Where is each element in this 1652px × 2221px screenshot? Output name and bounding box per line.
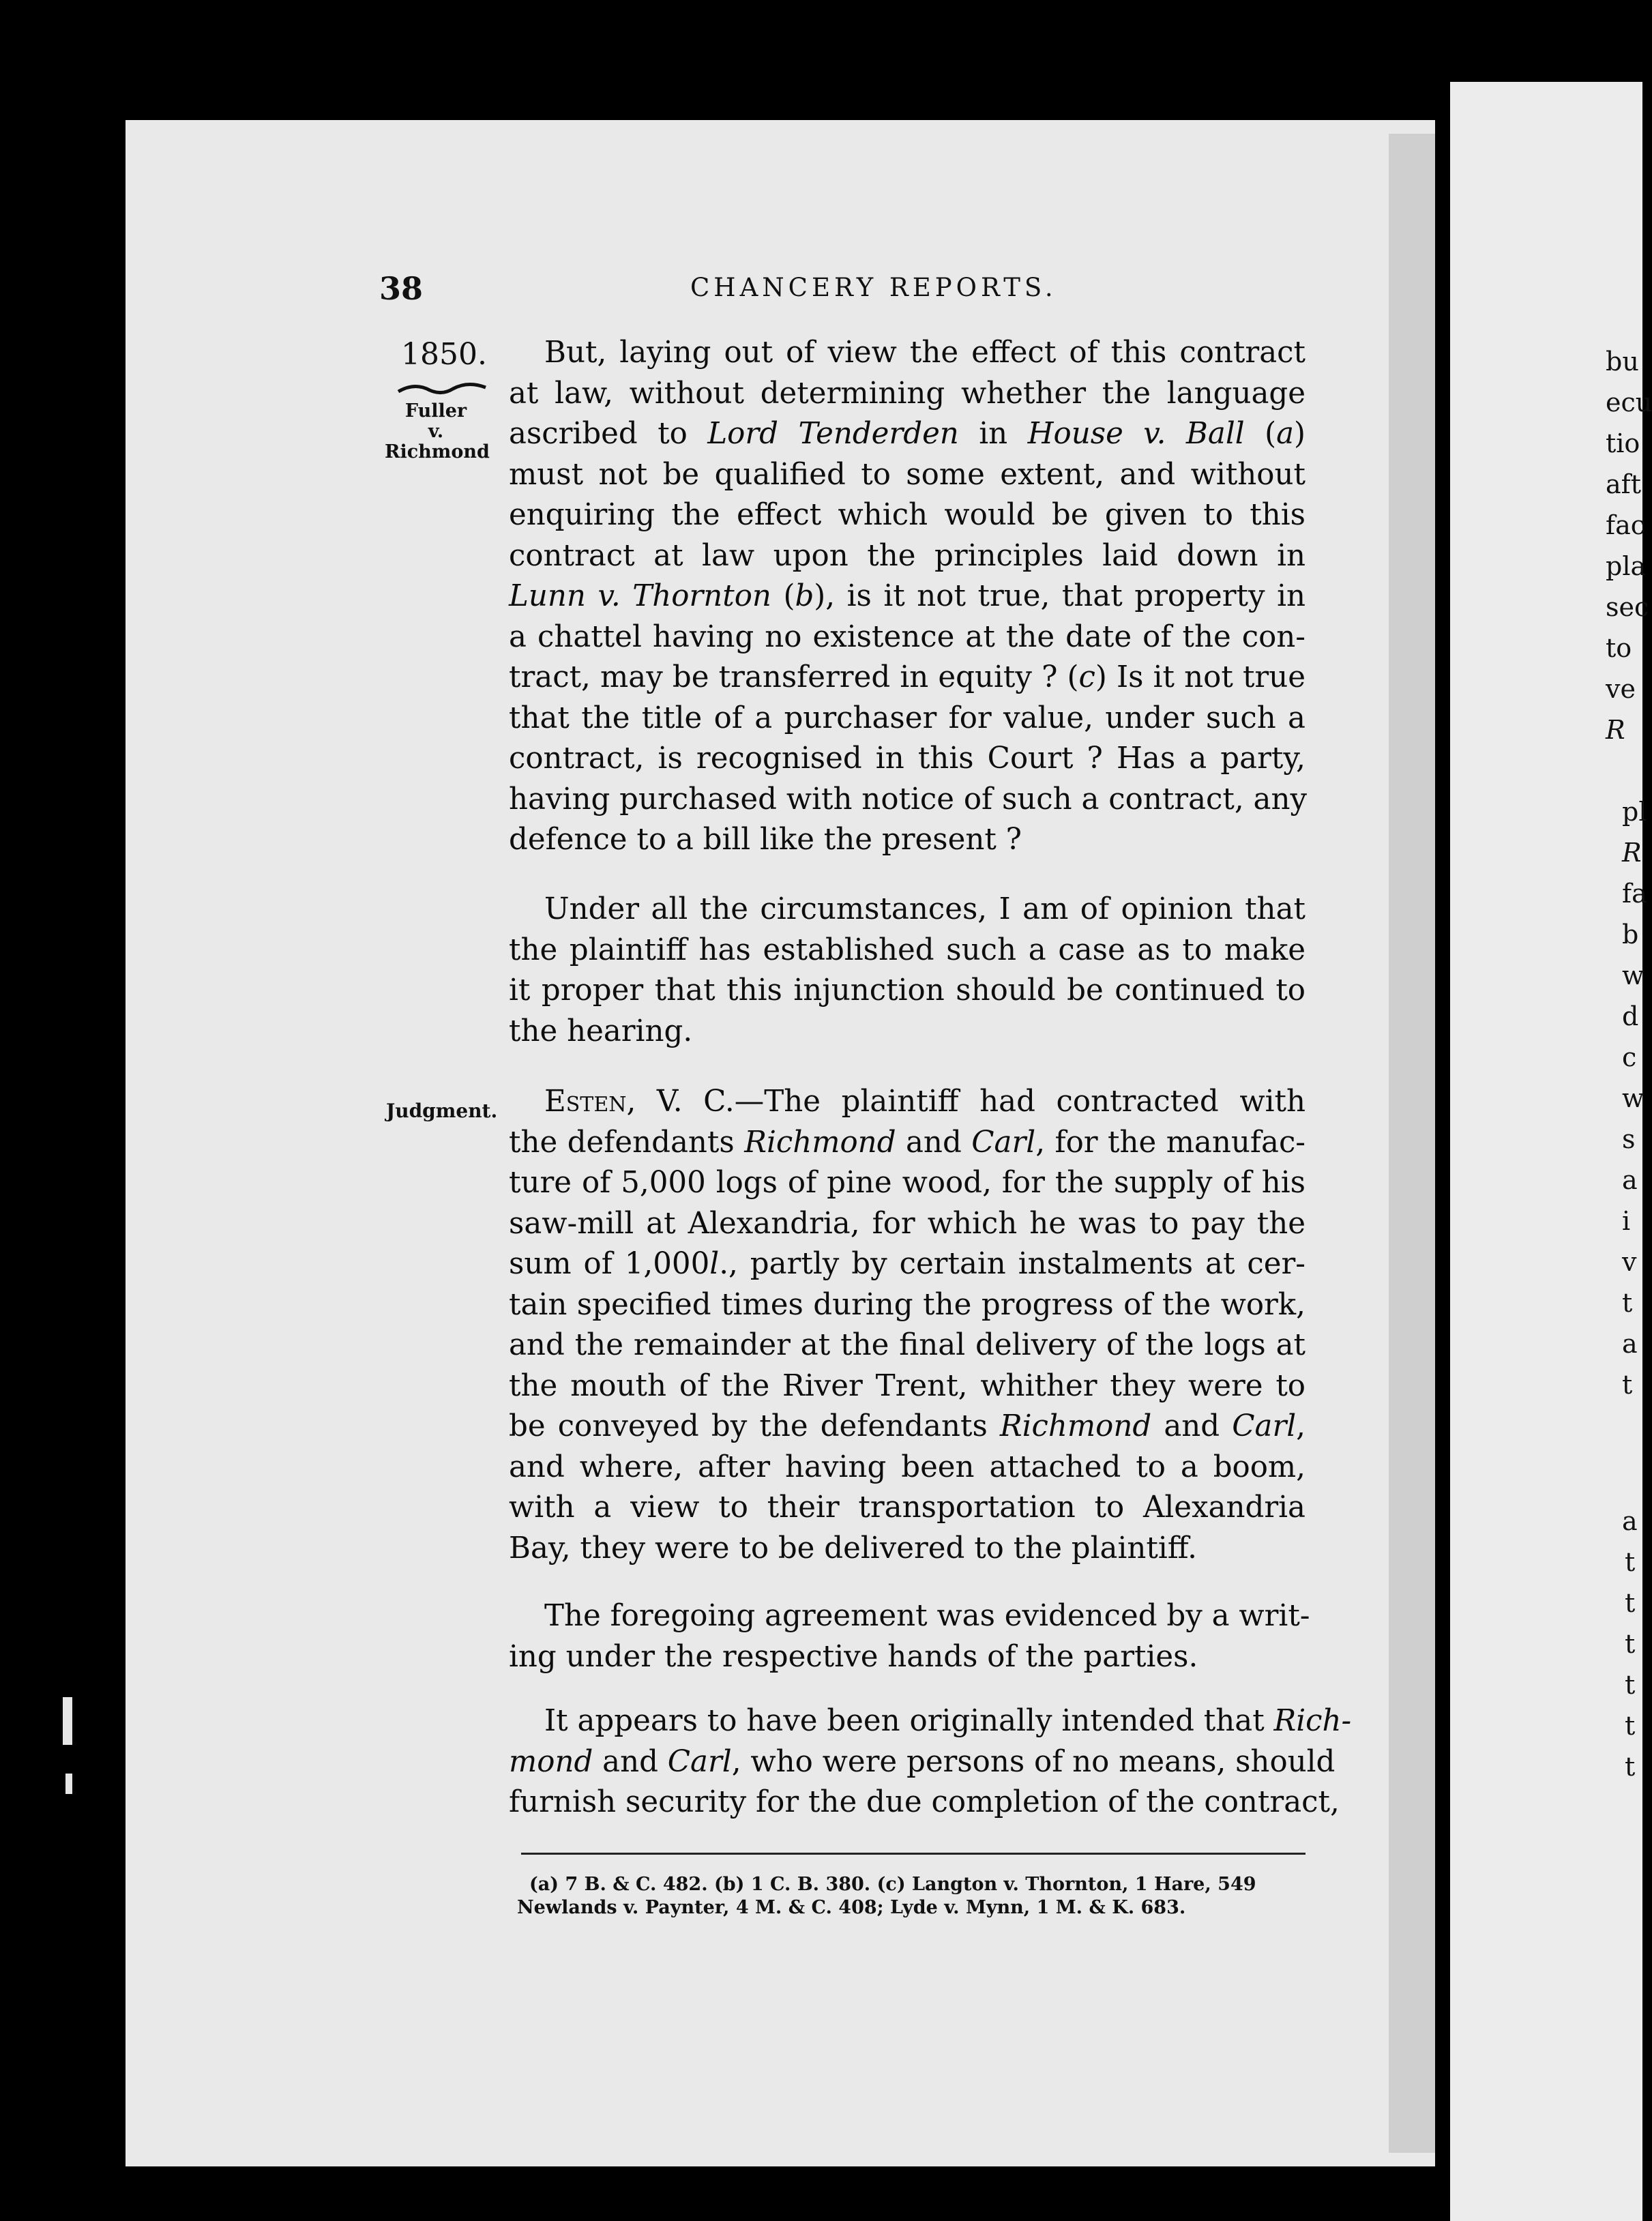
- facing-page-fragment: t: [1625, 1752, 1636, 1782]
- text-line: sum of 1,000l., partly by certain instalments at cer-: [509, 1247, 1306, 1281]
- text-line: a chattel having no existence at the date of the con-: [509, 619, 1306, 654]
- facing-page-fragment: t: [1622, 1288, 1633, 1318]
- text-line: having purchased with notice of such a contract, any: [509, 782, 1308, 817]
- text-line: furnish security for the due completion of the contract,: [509, 1785, 1340, 1819]
- footnote-line: (a) 7 B. & C. 482. (b) 1 C. B. 380. (c) Langton v. Thornton, 1 Hare, 549: [529, 1874, 1256, 1895]
- facing-page-fragment: a: [1622, 1329, 1638, 1359]
- text-line: tract, may be transferred in equity ? (c) Is it not true: [509, 660, 1306, 694]
- text-line: contract at law upon the principles laid down in: [509, 538, 1306, 573]
- running-head-title: CHANCERY REPORTS.: [690, 273, 1057, 302]
- text-line: the mouth of the River Trent, whither they were to: [509, 1368, 1306, 1403]
- text-line: the plaintiff has established such a case as to make: [509, 932, 1306, 967]
- scan-speck: [65, 1774, 72, 1794]
- paragraph-5: [509, 1701, 1352, 1823]
- facing-page-fragment: ve: [1606, 674, 1636, 704]
- paragraph-1: [509, 333, 1306, 861]
- text-line: be conveyed by the defendants Richmond and Carl,: [509, 1409, 1306, 1443]
- footnote-line: Newlands v. Paynter, 4 M. & C. 408; Lyde v. Mynn, 1 M. & K. 683.: [517, 1897, 1186, 1918]
- text-line: Under all the circumstances, I am of opinion that: [544, 892, 1306, 926]
- text-line: tain specified times during the progress of the work,: [509, 1287, 1306, 1322]
- margin-year: 1850.: [401, 337, 487, 372]
- text-line: the defendants Richmond and Carl, for the manufac-: [509, 1125, 1306, 1160]
- facing-page-fragment: sec: [1606, 592, 1649, 622]
- text-line: saw-mill at Alexandria, for which he was to pay the: [509, 1206, 1306, 1241]
- facing-page-fragment: pla: [1606, 551, 1647, 581]
- facing-page-fragment: R: [1622, 838, 1642, 868]
- facing-page-edge: [1450, 82, 1652, 2221]
- text-line: ing under the respective hands of the parties.: [509, 1639, 1198, 1674]
- paragraph-4: [509, 1596, 1310, 1677]
- text-line: that the title of a purchaser for value, under such a: [509, 701, 1306, 735]
- facing-page-fragment: w: [1622, 1083, 1644, 1113]
- text-line: ture of 5,000 logs of pine wood, for the supply of his: [509, 1166, 1306, 1200]
- text-line: mond and Carl, who were persons of no means, should: [509, 1744, 1336, 1779]
- facing-page-fragment: pl: [1622, 797, 1647, 827]
- facing-page-fragment: b: [1622, 920, 1639, 950]
- facing-page-fragment: a: [1622, 1165, 1638, 1195]
- text-line: Bay, they were to be delivered to the plaintiff.: [509, 1531, 1197, 1565]
- facing-page-fragment: t: [1625, 1547, 1636, 1577]
- text-line: and where, after having been attached to a boom,: [509, 1450, 1306, 1484]
- text-line: it proper that this injunction should be continued to: [509, 973, 1306, 1007]
- text-line: and the remainder at the final delivery of the logs at: [509, 1328, 1306, 1362]
- facing-page-fragment: t: [1625, 1670, 1636, 1700]
- footnote-rule: [521, 1853, 1306, 1855]
- facing-page-fragment: v: [1622, 1247, 1637, 1277]
- facing-page-fragment: to: [1606, 633, 1632, 663]
- text-line: Lunn v. Thornton (b), is it not true, that property in: [509, 579, 1306, 613]
- text-line: Esten, V. C.—The plaintiff had contracted with: [544, 1085, 1306, 1119]
- text-line: must not be qualified to some extent, and without: [509, 457, 1306, 492]
- facing-page-fragment: i: [1622, 1206, 1631, 1236]
- facing-page-fragment: w: [1622, 960, 1644, 990]
- facing-page-fragment: t: [1625, 1588, 1636, 1618]
- footnotes: [517, 1873, 1315, 1920]
- facing-page-fragment: t: [1625, 1629, 1636, 1659]
- facing-page-fragment: d: [1622, 1001, 1639, 1031]
- facing-page-fragment: a: [1622, 1506, 1638, 1536]
- margin-case-defendant: Richmond: [385, 441, 490, 462]
- margin-brace-icon: [394, 379, 490, 398]
- margin-judgment-label: Judgment.: [386, 1100, 498, 1122]
- paragraph-3: [509, 1082, 1306, 1569]
- text-line: defence to a bill like the present ?: [509, 823, 1022, 857]
- facing-page-fragment: t: [1622, 1370, 1633, 1400]
- text-line: the hearing.: [509, 1014, 693, 1048]
- facing-page-fragment: R: [1606, 715, 1625, 745]
- text-line: with a view to their transportation to Alexandria: [509, 1490, 1306, 1525]
- margin-case-versus: v.: [428, 421, 444, 442]
- facing-page-fragment: fa: [1622, 879, 1647, 909]
- text-line: The foregoing agreement was evidenced by a writ-: [544, 1599, 1310, 1633]
- scan-speck: [63, 1697, 72, 1745]
- text-line: It appears to have been originally intended that Rich-: [544, 1704, 1352, 1738]
- facing-page-fragment: aft: [1606, 469, 1641, 499]
- page-number: 38: [379, 270, 424, 307]
- text-line: at law, without determining whether the language: [509, 376, 1306, 411]
- facing-page-fragment: c: [1622, 1042, 1637, 1072]
- facing-page-fragment: ecu: [1606, 387, 1652, 417]
- margin-case-plaintiff: Fuller: [404, 400, 467, 422]
- text-line: enquiring the effect which would be given to this: [509, 498, 1306, 532]
- paragraph-2: [509, 889, 1306, 1052]
- text-line: contract, is recognised in this Court ? Has a party,: [509, 741, 1306, 776]
- facing-page-fragment: tio: [1606, 428, 1640, 458]
- page-gutter-shadow: [1389, 134, 1435, 2153]
- margin-case-name: [385, 400, 490, 462]
- facing-page-fragment: fac: [1606, 510, 1646, 540]
- facing-page-fragment: bu: [1606, 347, 1639, 377]
- text-line: ascribed to Lord Tenderden in House v. Ball (a): [509, 417, 1306, 451]
- facing-page-fragment: t: [1625, 1711, 1636, 1741]
- facing-page-fragment: s: [1622, 1124, 1636, 1154]
- text-line: But, laying out of view the effect of this contract: [544, 336, 1306, 370]
